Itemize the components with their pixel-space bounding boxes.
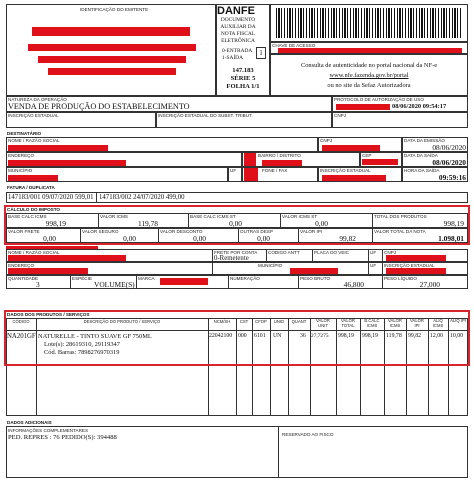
peso-liquido-label: PESO LÍQUIDO (384, 276, 417, 281)
product-vipi: 99,82 (408, 333, 422, 339)
transp-frete-value: 0-Remetente (214, 255, 249, 262)
seguro-value: 0,00 (123, 234, 136, 243)
product-vunit: 27,7275 (311, 333, 329, 339)
natureza-label: NATUREZA DA OPERAÇÃO (8, 97, 67, 102)
product-barras: Cód. Barras: 7898276970319 (44, 349, 120, 356)
base-icms-label: BASE CALC ICMS (8, 214, 47, 219)
nf-serie: SÉRIE 5 (230, 75, 256, 82)
redacted-dest-fone (244, 168, 258, 181)
danfe-subtitle-2: AUXILIAR DA (220, 24, 256, 30)
quantidade-label: QUANTIDADE (8, 276, 39, 281)
transp-div-11 (228, 275, 229, 289)
reservado-fisco-label: RESERVADO AO FISCO (282, 432, 334, 437)
col-header-ncm: NCM/SH (213, 319, 231, 324)
dest-emissao-label: DATA DA EMISSÃO (404, 138, 445, 143)
col-header-vicms: VALOR ICMS (388, 318, 402, 328)
col-header-vipi: VALOR IPI (410, 318, 424, 328)
dest-saida-value: 08/06/2020 (432, 158, 466, 167)
quantidade-value: 3 (36, 280, 40, 289)
saida-label: 1-SAÍDA (222, 55, 243, 61)
duplicata-1: 147183/001 09/07/2020 599,01 (8, 194, 94, 201)
redacted-emitente-phone (48, 68, 176, 75)
dest-uf-label: UF (230, 168, 237, 173)
product-codigo: NA201GF (7, 333, 36, 340)
frete-label: VALOR FRETE (8, 229, 40, 234)
redacted-marca (160, 278, 208, 285)
consulta-link[interactable]: www.nfe.fazenda.gov.br/portal (329, 72, 409, 79)
redacted-emitente-city (38, 56, 186, 63)
redacted-transp-endereco (8, 268, 88, 274)
protocolo-label: PROTOCOLO DE AUTORIZAÇÃO DE USO (334, 97, 424, 102)
dest-ie-label: INSCRIÇÃO ESTADUAL (320, 168, 371, 173)
transp-antt-label: CODIGO ANTT (268, 250, 300, 255)
col-header-cfop: CFOP (255, 319, 267, 324)
redacted-emitente-address (28, 44, 196, 51)
adicionais-section: DADOS ADICIONAIS (7, 420, 52, 425)
ipi-label: VALOR IPI (300, 229, 323, 234)
col-header-codigo: CÓDIGO (12, 319, 30, 324)
total-prod-label: TOTAL DOS PRODUTOS (374, 214, 427, 219)
fatura-section: FATURA / DUPLICATA (7, 185, 55, 190)
total-prod-value: 998,19 (443, 219, 464, 228)
transp-municipio-label: MUNICÍPIO (258, 263, 283, 268)
nf-folha: FOLHA 1/1 (226, 83, 260, 90)
col-header-bcicms: B.CALC ICMS (364, 318, 380, 328)
danfe-subtitle-1: DOCUMENTO (220, 17, 256, 23)
product-bcicms: 998,19 (362, 333, 378, 339)
col-header-cst: CST (239, 319, 249, 324)
imposto-section: CÁLCULO DO IMPOSTO (7, 207, 60, 212)
transp-div-13 (382, 275, 383, 289)
valor-icms-label: VALOR ICMS (100, 214, 128, 219)
nf-number: 147.183 (232, 67, 254, 74)
chave-label: CHAVE DE ACESSO (272, 43, 316, 48)
redacted-dest-bairro-value (262, 160, 302, 166)
redacted-dest-cnpj (322, 145, 380, 151)
transp-div-7 (368, 262, 369, 275)
product-aliq-ipi: 10,00 (450, 333, 464, 339)
produtos-section: DADOS DOS PRODUTOS / SERVIÇOS (7, 312, 90, 317)
dest-emissao-value: 08/06/2020 (432, 143, 466, 152)
transp-div-2 (266, 249, 267, 262)
transp-endereco-label: ENDEREÇO (8, 263, 35, 268)
redacted-transp-cnpj (386, 255, 446, 261)
redacted-transp-razao (8, 255, 126, 261)
product-quant: 36 (300, 333, 306, 339)
col-header-aliq-icms: ALÍQ ICMS (432, 318, 444, 328)
transp-div-1 (212, 249, 213, 262)
redacted-dest-ie (322, 175, 386, 181)
dest-bairro-label: BAIRRO / DISTRITO (258, 153, 301, 158)
seguro-label: VALOR SEGURO (82, 229, 119, 234)
transp-ie-label: INSCRIÇÃO ESTADUAL (384, 263, 435, 268)
fatura-divider (96, 192, 97, 203)
product-aliq-icms: 12,00 (430, 333, 444, 339)
imposto-highlight (4, 205, 470, 245)
ipi-value: 99,82 (339, 234, 356, 243)
base-icms-value: 998,19 (45, 219, 66, 228)
product-cst: 000 (238, 333, 247, 339)
danfe-subtitle-4: ELETRÔNICA (221, 38, 255, 44)
total-nota-label: VALOR TOTAL DA NOTA (374, 229, 426, 234)
redacted-dest-municipio (8, 175, 58, 181)
product-cfop: 6101 (254, 333, 266, 339)
redacted-dest-cep (362, 159, 398, 165)
info-compl-label: INFORMAÇÕES COMPLEMENTARES (8, 428, 89, 433)
entrada-label: 0-ENTRADA (222, 48, 253, 54)
col-header-vtotal: VALOR TOTAL (341, 318, 355, 328)
access-key-barcode (276, 8, 462, 38)
col-header-aliq-ipi: ALÍQ IPI (450, 318, 466, 323)
redacted-dest-bairro (244, 153, 256, 166)
duplicata-2: 147183/002 24/07/2020 499,00 (99, 194, 185, 201)
danfe-title: DANFE (217, 5, 255, 17)
product-lotes: Lote(s): 28619310, 29119347 (44, 341, 120, 348)
transp-div-12 (298, 275, 299, 289)
dest-hora-value: 09:59:16 (438, 173, 466, 182)
redacted-protocolo (336, 104, 390, 110)
peso-bruto-label: PESO BRUTO (300, 276, 331, 281)
product-unid: UN (273, 333, 282, 339)
redacted-emitente-name (32, 27, 190, 36)
product-ncm: 22042100 (209, 333, 233, 339)
redacted-transp-header (6, 246, 98, 249)
marca-label: MARCA (138, 276, 155, 281)
desconto-value: 0,00 (193, 234, 206, 243)
dest-municipio-label: MUNICÍPIO (8, 168, 33, 173)
base-st-value: 0,00 (229, 219, 242, 228)
transp-div-5 (382, 249, 383, 262)
ie-label: INSCRIÇÃO ESTADUAL (8, 113, 59, 118)
transp-div-3 (312, 249, 313, 262)
redacted-transp-municipio (290, 268, 338, 274)
redacted-transp-ie (386, 268, 446, 274)
tipo-value: 1 (259, 49, 263, 57)
outras-label: OUTRAS DESP (240, 229, 273, 234)
especie-value: VOLUME(S) (94, 280, 135, 289)
col-header-vunit: VALOR UNIT (316, 318, 330, 328)
redacted-dest-endereco (8, 160, 126, 166)
product-descricao: NATURELLE - TINTO SUAVE GF 750ML (38, 333, 152, 340)
numeracao-label: NUMERAÇÃO (230, 276, 260, 281)
peso-liquido-value: 27,000 (419, 280, 440, 289)
base-st-label: BASE CALC ICMS ST (190, 214, 236, 219)
col-header-unid: UNID (273, 319, 285, 324)
especie-label: ESPÉCIE (72, 276, 92, 281)
dest-cep-label: CEP (362, 153, 372, 158)
transp-div-10 (136, 275, 137, 289)
transp-placa-label: PLACA DO VEIC (314, 250, 349, 255)
adicionais-divider (278, 426, 279, 478)
peso-bruto-value: 46,800 (343, 280, 364, 289)
transp-cnpj-label: CNPJ (384, 250, 396, 255)
consulta-text: Consulta de autenticidade no portal nacional da NF-e (300, 62, 438, 69)
redacted-access-key (278, 48, 462, 53)
redacted-dest-nome (8, 145, 108, 151)
dest-hora-label: HORA DA SAÍDA (404, 168, 440, 173)
product-vicms: 119,78 (386, 333, 402, 339)
consulta-alt: ou no site da Sefaz Autorizadora (327, 82, 411, 89)
transp-razao-label: NOME / RAZÃO SOCIAL (8, 250, 60, 255)
col-header-quant: QUANT (291, 319, 307, 324)
valor-st-label: VALOR ICMS ST (282, 214, 318, 219)
cnpj-label: CNPJ (334, 113, 346, 118)
produtos-highlight (4, 310, 470, 366)
info-compl-value: PED. REPRES : 76 PEDIDO(S): 394488 (8, 434, 117, 441)
valor-st-value: 0,00 (315, 219, 328, 228)
natureza-value: VENDA DE PRODUÇÃO DO ESTABELECIMENTO (8, 102, 190, 111)
frete-value: 0,00 (43, 234, 56, 243)
transp-div-9 (70, 275, 71, 289)
dest-nome-label: NOME / RAZÃO SOCIAL (8, 138, 60, 143)
dest-endereco-label: ENDEREÇO (8, 153, 35, 158)
protocolo-date: 08/06/2020 09:54:17 (392, 103, 447, 110)
total-nota-value: 1.098,01 (438, 234, 464, 243)
product-vtotal: 998,19 (338, 333, 354, 339)
danfe-subtitle-3: NOTA FISCAL (220, 31, 256, 37)
transp-uf-label: UF (370, 250, 377, 255)
col-header-descricao: DESCRIÇÃO DO PRODUTO / SERVIÇO (83, 319, 161, 324)
dest-cnpj-label: CNPJ (320, 138, 332, 143)
transp-div-8 (382, 262, 383, 275)
ie-subst-label: INSCRIÇÃO ESTADUAL DO SUBST. TRIBUT. (158, 113, 253, 118)
dest-fone-label: FONE / FAX (262, 168, 288, 173)
valor-icms-value: 119,78 (137, 219, 158, 228)
transp-uf2-label: UF (370, 263, 377, 268)
outras-value: 0,00 (257, 234, 270, 243)
emitente-label: IDENTIFICAÇÃO DO EMITENTE (80, 7, 149, 12)
desconto-label: VALOR DESCONTO (160, 229, 203, 234)
dest-saida-label: DATA DA SAÍDA (404, 153, 438, 158)
transp-div-6 (212, 262, 213, 275)
transp-frete-label: FRETE POR CONTA (214, 250, 258, 255)
transp-div-4 (368, 249, 369, 262)
destinatario-section: DESTINATÁRIO (7, 131, 42, 136)
cnpj-box (332, 112, 468, 128)
